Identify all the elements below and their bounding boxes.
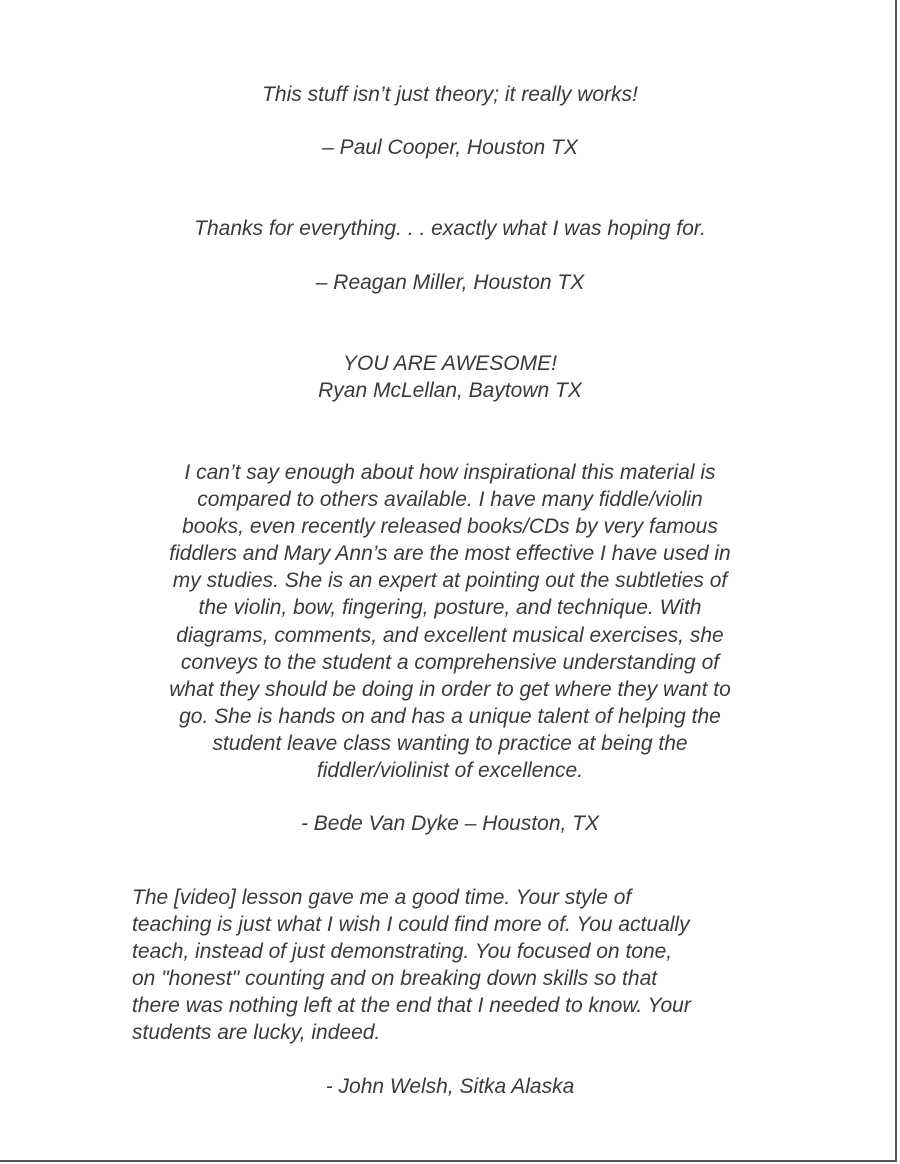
quote-line: go. She is hands on and has a unique talent of helping the — [179, 704, 721, 728]
testimonial-quote-vandyke — [0, 459, 900, 784]
testimonial-quote-mclellan: YOU ARE AWESOME! — [343, 352, 557, 375]
quote-line: teaching is just what I wish I could find more of. You actually — [132, 913, 690, 937]
testimonial-quote-welsh — [132, 884, 832, 1047]
quote-line: the violin, bow, fingering, posture, and technique. With — [198, 596, 702, 620]
quote-line: there was nothing left at the end that I needed to know. Your — [132, 994, 691, 1018]
testimonial-attribution-welsh: - John Welsh, Sitka Alaska — [325, 1075, 575, 1098]
testimonial-quote-cooper: This stuff isn’t just theory; it really works! — [262, 83, 638, 106]
quote-line: conveys to the student a comprehensive understanding of — [180, 650, 720, 674]
quote-line: on "honest" counting and on breaking down skills so that — [132, 967, 658, 991]
quote-line: books, even recently released books/CDs by very famous — [182, 515, 718, 539]
quote-line: student leave class wanting to practice at being the — [212, 731, 688, 755]
testimonial-attribution-mclellan: Ryan McLellan, Baytown TX — [318, 379, 582, 402]
quote-line: my studies. She is an expert at pointing out the subtleties of — [172, 569, 728, 593]
testimonial-attribution-miller: – Reagan Miller, Houston TX — [315, 271, 585, 294]
quote-line: what they should be doing in order to get where they want to — [169, 677, 731, 701]
testimonial-attribution-vandyke: - Bede Van Dyke – Houston, TX — [300, 812, 600, 835]
testimonial-attribution-cooper: – Paul Cooper, Houston TX — [322, 136, 578, 159]
quote-line: fiddler/violinist of excellence. — [316, 759, 584, 783]
quote-line: fiddlers and Mary Ann’s are the most effective I have used in — [169, 542, 731, 566]
quote-line: The [video] lesson gave me a good time. Your style of — [132, 886, 632, 909]
quote-line: students are lucky, indeed. — [132, 1021, 381, 1045]
quote-line: compared to others available. I have many fiddle/violin — [197, 488, 703, 512]
quote-line: I can’t say enough about how inspirational this material is — [184, 461, 716, 484]
quote-line: teach, instead of just demonstrating. You focused on tone, — [132, 940, 673, 964]
testimonial-quote-miller: Thanks for everything. . . exactly what I was hoping for. — [194, 217, 706, 240]
quote-line: diagrams, comments, and excellent musical exercises, she — [176, 623, 724, 647]
